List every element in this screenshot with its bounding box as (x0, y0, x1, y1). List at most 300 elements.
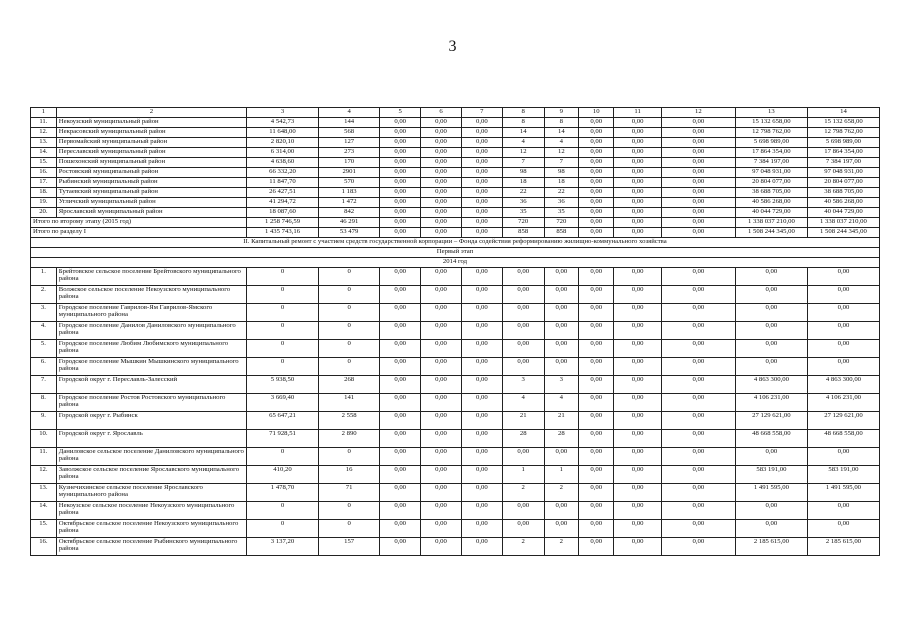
table-cell: 0,00 (380, 178, 421, 188)
table-cell: 1 258 746,59 (247, 218, 319, 228)
table-cell: 0,00 (380, 520, 421, 538)
table-cell: 1 338 037 210,00 (735, 218, 807, 228)
table-cell: 0,00 (661, 322, 735, 340)
table-cell: 0,00 (421, 158, 462, 168)
table-cell: 9. (31, 412, 57, 430)
table-cell: 0,00 (502, 502, 544, 520)
table-cell: 10. (31, 430, 57, 448)
table-cell: 4 (319, 108, 380, 118)
table-cell: 568 (319, 128, 380, 138)
table-cell: 2 (544, 484, 578, 502)
table-cell: 0,00 (735, 448, 807, 466)
table-cell: 6. (31, 358, 57, 376)
table-cell: Ростовский муниципальный район (56, 168, 246, 178)
table-cell: 0 (247, 268, 319, 286)
table-cell: 0,00 (661, 520, 735, 538)
table-cell: 10 (579, 108, 614, 118)
table-cell: 4 106 231,00 (735, 394, 807, 412)
table-row (31, 158, 880, 168)
table-cell: 0,00 (544, 304, 578, 322)
table-cell: 3. (31, 304, 57, 322)
table-cell: 0,00 (380, 304, 421, 322)
table-cell: 0,00 (614, 538, 661, 556)
table-cell: 2 185 615,00 (735, 538, 807, 556)
table-cell: 0,00 (614, 138, 661, 148)
table-cell: 1 (502, 466, 544, 484)
table-cell: 71 928,51 (247, 430, 319, 448)
table-cell: 0,00 (461, 412, 502, 430)
table-cell: 65 647,21 (247, 412, 319, 430)
table-cell: 15 132 658,00 (735, 118, 807, 128)
table-cell: 27 129 621,00 (735, 412, 807, 430)
table-cell: 0,00 (661, 304, 735, 322)
table-cell: 720 (544, 218, 578, 228)
table-cell: 28 (502, 430, 544, 448)
table-cell: 0,00 (614, 340, 661, 358)
table-cell: 0,00 (614, 430, 661, 448)
table-cell: 0,00 (735, 268, 807, 286)
table-cell: 0 (319, 286, 380, 304)
table-cell: 22 (544, 188, 578, 198)
table-cell: 570 (319, 178, 380, 188)
table-cell: 0,00 (461, 208, 502, 218)
table-cell: 4 863 300,00 (807, 376, 879, 394)
table-cell: 19. (31, 198, 57, 208)
table-cell: Городской округ г. Переславль-Залесский (56, 376, 246, 394)
table-cell: 0,00 (502, 304, 544, 322)
table-cell: 2. (31, 286, 57, 304)
table-cell: 1 338 037 210,00 (807, 218, 879, 228)
table-cell: 0,00 (380, 358, 421, 376)
table-cell: 0,00 (380, 198, 421, 208)
table-cell: 0,00 (614, 448, 661, 466)
table-cell: 0,00 (579, 466, 614, 484)
table-cell: 0,00 (579, 484, 614, 502)
table-cell: 0,00 (735, 322, 807, 340)
year-label: 2014 год (31, 258, 880, 268)
table-cell: 4 863 300,00 (735, 376, 807, 394)
table-cell: 1 508 244 345,00 (735, 228, 807, 238)
table-cell: 0,00 (544, 340, 578, 358)
table-cell: 5 (380, 108, 421, 118)
table-cell: 0,00 (579, 178, 614, 188)
table-cell: 0,00 (614, 502, 661, 520)
table-cell: Октябрьское сельское поселение Рыбинского муниципального района (56, 538, 246, 556)
table-cell: 12 (502, 148, 544, 158)
table-cell: 8. (31, 394, 57, 412)
table-cell: 18 (544, 178, 578, 188)
table-cell: 0,00 (502, 268, 544, 286)
table-cell: Городской округ г. Ярославль (56, 430, 246, 448)
table-cell: 0,00 (461, 128, 502, 138)
table-cell: Городское поселение Гаврилов-Ям Гаврилов-Ямского муниципального района (56, 304, 246, 322)
table-row (31, 340, 880, 358)
table-cell: 0,00 (461, 286, 502, 304)
table-cell: 0,00 (421, 538, 462, 556)
table-cell: Волжское сельское поселение Некоузского муниципального района (56, 286, 246, 304)
table-cell: Угличский муниципальный район (56, 198, 246, 208)
table-cell: 0,00 (579, 268, 614, 286)
table-cell: 7. (31, 376, 57, 394)
table-row (31, 178, 880, 188)
table-cell: 11. (31, 118, 57, 128)
table-cell: 20 804 077,00 (735, 178, 807, 188)
table-cell: 0,00 (461, 304, 502, 322)
table-cell: 0,00 (661, 484, 735, 502)
table-cell: 0,00 (461, 322, 502, 340)
table-cell: 0,00 (614, 168, 661, 178)
table-row (31, 286, 880, 304)
table-cell: 0,00 (421, 394, 462, 412)
table-cell: Переславский муниципальный район (56, 148, 246, 158)
table-cell: 18. (31, 188, 57, 198)
table-cell: 3 (544, 376, 578, 394)
table-cell: 0,00 (614, 188, 661, 198)
table-cell: 0,00 (614, 268, 661, 286)
table-cell: 0,00 (461, 430, 502, 448)
table-cell: 27 129 621,00 (807, 412, 879, 430)
table-cell: 0,00 (614, 228, 661, 238)
table-cell: 0,00 (661, 178, 735, 188)
table-cell: 0,00 (380, 228, 421, 238)
table-cell: 0,00 (380, 168, 421, 178)
table-cell: 8 (502, 108, 544, 118)
table-row (31, 322, 880, 340)
table-cell: Ярославский муниципальный район (56, 208, 246, 218)
table-row (31, 484, 880, 502)
table-cell: 48 668 558,00 (807, 430, 879, 448)
table-cell: 14. (31, 502, 57, 520)
table-cell: 0,00 (421, 228, 462, 238)
table-cell: Городской округ г. Рыбинск (56, 412, 246, 430)
table-cell: 0,00 (502, 340, 544, 358)
table-cell: 0,00 (661, 502, 735, 520)
table-cell: 7 (502, 158, 544, 168)
table-cell: 4. (31, 322, 57, 340)
table-cell: 0,00 (380, 538, 421, 556)
table-cell: 0,00 (461, 228, 502, 238)
table-cell: 170 (319, 158, 380, 168)
table-cell: Брейтовское сельское поселение Брейтовского муниципального района (56, 268, 246, 286)
table-cell: 11 (614, 108, 661, 118)
table-cell: Городское поселение Данилов Даниловского муниципального района (56, 322, 246, 340)
table-cell: 0,00 (735, 520, 807, 538)
table-cell: 0,00 (661, 466, 735, 484)
table-cell: 0,00 (380, 138, 421, 148)
table-cell: 0,00 (661, 218, 735, 228)
table-cell: 141 (319, 394, 380, 412)
table-cell: 1. (31, 268, 57, 286)
table-cell: 720 (502, 218, 544, 228)
table-cell: 0,00 (380, 394, 421, 412)
table-cell: Городское поселение Мышкин Мышкинского муниципального района (56, 358, 246, 376)
table-cell: 0,00 (380, 268, 421, 286)
table-cell: 157 (319, 538, 380, 556)
table-cell: 0,00 (661, 286, 735, 304)
table-cell: 5. (31, 340, 57, 358)
table-cell: 410,20 (247, 466, 319, 484)
table-cell: 0,00 (421, 198, 462, 208)
table-cell: 16. (31, 538, 57, 556)
table-cell: 0,00 (579, 394, 614, 412)
table-cell: 2 820,10 (247, 138, 319, 148)
table-cell: 0,00 (421, 168, 462, 178)
table-cell: 0,00 (421, 412, 462, 430)
table-row (31, 304, 880, 322)
table-cell: Октябрьское сельское поселение Некоузского муниципального района (56, 520, 246, 538)
table-cell: 144 (319, 118, 380, 128)
table-cell: 2 890 (319, 430, 380, 448)
table-cell: 0,00 (380, 412, 421, 430)
table-cell: 26 427,51 (247, 188, 319, 198)
table-cell: 0 (247, 358, 319, 376)
table-cell: 1 (544, 466, 578, 484)
table-cell: 0,00 (502, 286, 544, 304)
table-row (31, 412, 880, 430)
table-cell: Кузнечихинское сельское поселение Ярославского муниципального района (56, 484, 246, 502)
table-cell: 0,00 (614, 178, 661, 188)
table-cell: 0,00 (661, 158, 735, 168)
table-cell: 0,00 (380, 340, 421, 358)
table-cell: 0,00 (579, 128, 614, 138)
table-cell: 0 (319, 502, 380, 520)
table-cell: 20 804 077,00 (807, 178, 879, 188)
table-cell: 0,00 (461, 138, 502, 148)
table-cell: 12 (544, 148, 578, 158)
table-cell: 20. (31, 208, 57, 218)
table-cell: 0,00 (421, 448, 462, 466)
table-cell: 0,00 (421, 520, 462, 538)
table-cell: 0 (319, 268, 380, 286)
table-cell: 4 (502, 394, 544, 412)
table-cell: 0,00 (421, 138, 462, 148)
section-title: II. Капитальный ремонт с участием средств государственной корпорации – Фонда содействия реформированию жилищно-коммунального хозяйства (31, 238, 880, 248)
table-cell: 21 (502, 412, 544, 430)
table-cell: 0,00 (461, 168, 502, 178)
table-cell: 14 (807, 108, 879, 118)
table-cell: 0,00 (544, 502, 578, 520)
table-cell: 0,00 (614, 322, 661, 340)
table-cell: 0,00 (614, 484, 661, 502)
table-cell: 6 (421, 108, 462, 118)
table-cell: 1 183 (319, 188, 380, 198)
table-cell: 0,00 (807, 322, 879, 340)
table-cell: 0,00 (502, 448, 544, 466)
table-cell: 268 (319, 376, 380, 394)
table-row (31, 148, 880, 158)
table-cell: 14. (31, 148, 57, 158)
table-cell: 0,00 (380, 188, 421, 198)
table-cell: 0,00 (661, 358, 735, 376)
table-cell: 12 798 762,00 (735, 128, 807, 138)
table-cell: 28 (544, 430, 578, 448)
table-cell: 0,00 (421, 358, 462, 376)
table-cell: 11 648,00 (247, 128, 319, 138)
table-cell: 0,00 (579, 118, 614, 128)
table-cell: 0,00 (579, 448, 614, 466)
table-cell: 17 864 354,00 (807, 148, 879, 158)
table-cell: 0,00 (421, 502, 462, 520)
table-cell: 0,00 (579, 218, 614, 228)
table-cell: Городское поселение Ростов Ростовского муниципального района (56, 394, 246, 412)
table-cell: 38 688 705,00 (735, 188, 807, 198)
table-cell: 0 (247, 304, 319, 322)
table-cell: 0,00 (461, 538, 502, 556)
table-cell: 7 (461, 108, 502, 118)
table-cell: 12. (31, 128, 57, 138)
year-label (31, 258, 880, 268)
table-cell: Итого по разделу I (31, 228, 247, 238)
table-cell: Некрасовский муниципальный район (56, 128, 246, 138)
table-cell: 0,00 (461, 466, 502, 484)
table-cell: 13 (735, 108, 807, 118)
table-cell: 1 (31, 108, 57, 118)
table-cell: 13. (31, 138, 57, 148)
table-row (31, 466, 880, 484)
table-cell: 0,00 (661, 208, 735, 218)
table-cell: 0,00 (579, 148, 614, 158)
table-cell: 5 938,50 (247, 376, 319, 394)
table-cell: 0,00 (661, 118, 735, 128)
total-row (31, 218, 880, 228)
table-cell: 36 (502, 198, 544, 208)
table-cell: 41 294,72 (247, 198, 319, 208)
table-cell: 3 (247, 108, 319, 118)
table-cell: 0,00 (614, 286, 661, 304)
table-cell: 0,00 (461, 358, 502, 376)
table-cell: 21 (544, 412, 578, 430)
table-cell: 0,00 (380, 128, 421, 138)
table-cell: 0,00 (661, 188, 735, 198)
table-cell: 0,00 (579, 304, 614, 322)
table-cell: 0 (319, 340, 380, 358)
table-cell: 0,00 (461, 148, 502, 158)
table-cell: 0,00 (502, 520, 544, 538)
table-cell: 4 542,73 (247, 118, 319, 128)
table-cell: 0,00 (380, 158, 421, 168)
table-cell: 18 (502, 178, 544, 188)
section-title (31, 238, 880, 248)
table-cell: 0,00 (421, 188, 462, 198)
table-cell: Городское поселение Любим Любимского муниципального района (56, 340, 246, 358)
table-cell: 4 (544, 394, 578, 412)
table-cell: 0,00 (421, 340, 462, 358)
table-cell: 98 (544, 168, 578, 178)
table-cell: 0,00 (579, 520, 614, 538)
table-cell: Пошехонский муниципальный район (56, 158, 246, 168)
total-row (31, 228, 880, 238)
table-cell: 0,00 (661, 138, 735, 148)
table-cell: 0,00 (421, 118, 462, 128)
table-cell: 0,00 (461, 188, 502, 198)
table-cell: 0,00 (614, 304, 661, 322)
table-cell: 0,00 (380, 430, 421, 448)
table-cell: 0,00 (502, 358, 544, 376)
table-cell: 0,00 (807, 502, 879, 520)
table-cell: 66 332,20 (247, 168, 319, 178)
table-cell: 40 586 268,00 (735, 198, 807, 208)
table-cell: 0,00 (544, 520, 578, 538)
table-cell: 0 (247, 340, 319, 358)
table-cell: 3 669,40 (247, 394, 319, 412)
table-cell: 2901 (319, 168, 380, 178)
table-cell: 0,00 (661, 168, 735, 178)
table-cell: 0,00 (380, 502, 421, 520)
table-cell: 35 (502, 208, 544, 218)
table-cell: 46 291 (319, 218, 380, 228)
table-cell: 14 (544, 128, 578, 138)
table-cell: 0,00 (380, 484, 421, 502)
table-cell: 0,00 (544, 268, 578, 286)
table-cell: 40 586 268,00 (807, 198, 879, 208)
table-cell: 97 048 931,00 (807, 168, 879, 178)
table-cell: 0,00 (461, 484, 502, 502)
table-cell: 0,00 (421, 376, 462, 394)
table-cell: 0 (247, 520, 319, 538)
table-cell: 12 (661, 108, 735, 118)
table-cell: 0,00 (461, 118, 502, 128)
table-cell: 0,00 (421, 466, 462, 484)
table-cell: 0,00 (421, 268, 462, 286)
table-cell: 0,00 (380, 322, 421, 340)
table-cell: 0 (319, 520, 380, 538)
table-cell: 40 044 729,00 (735, 208, 807, 218)
table-cell: 127 (319, 138, 380, 148)
table-cell: 583 191,00 (807, 466, 879, 484)
table-cell: 5 698 989,00 (807, 138, 879, 148)
table-row (31, 138, 880, 148)
table-cell: 1 435 743,16 (247, 228, 319, 238)
table-cell: 8 (502, 118, 544, 128)
table-cell: 0,00 (661, 198, 735, 208)
table-cell: 0 (247, 322, 319, 340)
table-cell: 0,00 (614, 412, 661, 430)
table-cell: 2 (544, 538, 578, 556)
table-cell: 0,00 (807, 340, 879, 358)
table-cell: 0,00 (461, 178, 502, 188)
table-cell: 0,00 (579, 188, 614, 198)
table-cell: 0,00 (579, 198, 614, 208)
page-number: 3 (448, 38, 457, 55)
table-cell: 15 132 658,00 (807, 118, 879, 128)
table-cell: 0,00 (661, 430, 735, 448)
table-cell: 0,00 (661, 228, 735, 238)
table-cell: 35 (544, 208, 578, 218)
table-row (31, 208, 880, 218)
table-cell: 22 (502, 188, 544, 198)
table-cell: 0,00 (579, 228, 614, 238)
table-cell: 858 (502, 228, 544, 238)
table-cell: 0,00 (579, 340, 614, 358)
table-cell: 0,00 (544, 286, 578, 304)
table-cell: 0,00 (461, 376, 502, 394)
table-cell: 0,00 (735, 304, 807, 322)
table-cell: 0,00 (614, 466, 661, 484)
table-row (31, 394, 880, 412)
table-cell: Некоузский муниципальный район (56, 118, 246, 128)
stage-label: Первый этап (31, 248, 880, 258)
table-row (31, 128, 880, 138)
table-cell: 0,00 (614, 520, 661, 538)
table-cell: 0,00 (461, 340, 502, 358)
table-cell: 0,00 (661, 128, 735, 138)
table-cell: 12. (31, 466, 57, 484)
table-cell: 0,00 (380, 148, 421, 158)
table-cell: 0,00 (661, 340, 735, 358)
table-cell: 0 (319, 448, 380, 466)
table-cell: Итого по второму этапу (2015 год) (31, 218, 247, 228)
table-cell: 0,00 (502, 322, 544, 340)
